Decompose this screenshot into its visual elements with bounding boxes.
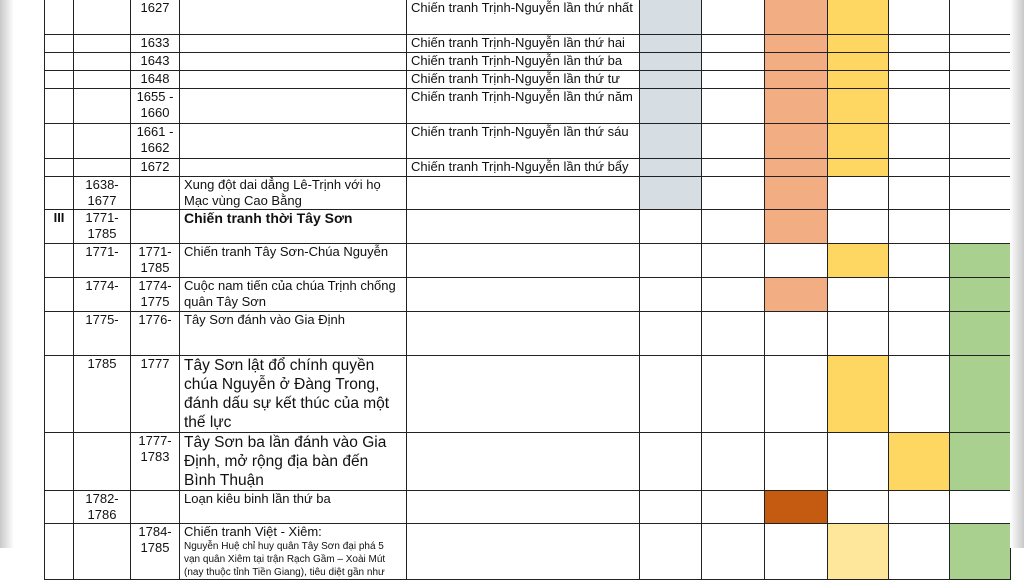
cell-event (180, 356, 407, 433)
cell-text: Chiến tranh thời Tây Sơn (184, 210, 353, 226)
cell-period (74, 524, 131, 580)
cell-event (180, 491, 407, 524)
cell-text: 1777 (140, 356, 170, 371)
cell-text: Chiến tranh Việt - Xiêm: (184, 524, 322, 539)
timeline-cell (828, 433, 889, 491)
cell-sub-event (407, 210, 640, 244)
timeline-cell (889, 524, 950, 580)
cell-year (131, 89, 180, 124)
table-row (45, 244, 1011, 278)
cell-section (45, 244, 74, 278)
cell-year (131, 524, 180, 580)
timeline-cell (702, 177, 765, 210)
cell-year (131, 71, 180, 89)
cell-text: 1633 (140, 35, 170, 50)
cell-text: Chiến tranh Tây Sơn-Chúa Nguyễn (184, 244, 389, 259)
cell-text: 1643 (140, 53, 170, 68)
timeline-cell (950, 89, 1011, 124)
timeline-cell (828, 124, 889, 159)
cell-sub-event (407, 433, 640, 491)
timeline-cell (640, 491, 702, 524)
cell-event (180, 278, 407, 312)
cell-event (180, 53, 407, 71)
cell-period (74, 159, 131, 177)
cell-text: III (53, 210, 65, 225)
cell-year (131, 210, 180, 244)
cell-event (180, 210, 407, 244)
cell-event (180, 89, 407, 124)
cell-text: Chiến tranh Trịnh-Nguyễn lần thứ tư (411, 71, 620, 86)
timeline-cell (640, 244, 702, 278)
timeline-cell (950, 53, 1011, 71)
timeline-cell (950, 210, 1011, 244)
cell-event (180, 35, 407, 53)
timeline-cell (640, 356, 702, 433)
cell-sub-event (407, 244, 640, 278)
cell-period (74, 491, 131, 524)
cell-year (131, 0, 180, 35)
table-row (45, 433, 1011, 491)
cell-year (131, 35, 180, 53)
timeline-cell (702, 53, 765, 71)
cell-text: Tây Sơn lật đổ chính quyền chúa Nguyễn ở Đàng Trong, đánh dấu sự kết thúc của một thế lực (184, 357, 390, 431)
cell-section (45, 524, 74, 580)
cell-text: 1775- (85, 312, 119, 327)
cell-text: 1774- (85, 278, 119, 293)
cell-section (45, 433, 74, 491)
cell-text: 1784-1785 (138, 524, 172, 555)
cell-period (74, 278, 131, 312)
cell-sub-event (407, 71, 640, 89)
cell-event (180, 524, 407, 580)
page-shadow-right (1010, 0, 1024, 548)
timeline-cell (828, 312, 889, 356)
timeline-cell (889, 278, 950, 312)
cell-sub-event (407, 278, 640, 312)
timeline-cell (765, 124, 828, 159)
timeline-cell (950, 312, 1011, 356)
cell-period (74, 356, 131, 433)
timeline-cell (702, 433, 765, 491)
timeline-cell (765, 524, 828, 580)
cell-event (180, 312, 407, 356)
timeline-cell (828, 89, 889, 124)
cell-text: 1777-1783 (138, 433, 172, 464)
cell-period (74, 124, 131, 159)
timeline-cell (828, 278, 889, 312)
cell-detail-text: Nguyễn Huệ chỉ huy quân Tây Sơn đại phá 5 vạn quân Xiêm tại trận Rạch Gầm – Xoài Mút (nay thuộc tỉnh Tiền Giang), tiêu diệt gần như (184, 541, 386, 578)
timeline-cell (640, 433, 702, 491)
timeline-cell (765, 491, 828, 524)
timeline-cell (640, 89, 702, 124)
timeline-cell (889, 177, 950, 210)
cell-section (45, 278, 74, 312)
timeline-cell (702, 210, 765, 244)
cell-event (180, 0, 407, 35)
timeline-cell (702, 524, 765, 580)
cell-sub-event (407, 356, 640, 433)
cell-period (74, 433, 131, 491)
timeline-cell (889, 89, 950, 124)
timeline-cell (950, 433, 1011, 491)
timeline-cell (765, 71, 828, 89)
cell-text: Chiến tranh Trịnh-Nguyễn lần thứ bẩy (411, 159, 629, 174)
cell-section (45, 124, 74, 159)
cell-section (45, 35, 74, 53)
timeline-cell (889, 210, 950, 244)
table-row (45, 278, 1011, 312)
timeline-cell (702, 278, 765, 312)
cell-year (131, 433, 180, 491)
timeline-cell (765, 244, 828, 278)
cell-section (45, 312, 74, 356)
cell-year (131, 177, 180, 210)
timeline-cell (640, 177, 702, 210)
cell-section (45, 210, 74, 244)
cell-text: Chiến tranh Trịnh-Nguyễn lần thứ hai (411, 35, 625, 50)
timeline-cell (889, 0, 950, 35)
timeline-cell (640, 524, 702, 580)
cell-event (180, 71, 407, 89)
timeline-cell (950, 278, 1011, 312)
timeline-cell (640, 210, 702, 244)
cell-text: Loạn kiêu binh lần thứ ba (184, 491, 331, 506)
cell-sub-event (407, 124, 640, 159)
cell-text: Chiến tranh Trịnh-Nguyễn lần thứ nhất (411, 0, 633, 15)
timeline-cell (828, 53, 889, 71)
cell-section (45, 71, 74, 89)
timeline-cell (702, 159, 765, 177)
timeline-cell (950, 356, 1011, 433)
cell-text: Chiến tranh Trịnh-Nguyễn lần thứ sáu (411, 124, 629, 139)
timeline-cell (640, 278, 702, 312)
cell-text: 1771- (85, 244, 119, 259)
table-row (45, 35, 1011, 53)
timeline-cell (765, 35, 828, 53)
timeline-cell (828, 244, 889, 278)
timeline-cell (765, 159, 828, 177)
table-row (45, 159, 1011, 177)
cell-sub-event (407, 0, 640, 35)
cell-text: Tây Sơn ba lần đánh vào Gia Định, mở rộng địa bàn đến Bình Thuận (184, 434, 387, 489)
timeline-cell (828, 35, 889, 53)
timeline-cell (950, 71, 1011, 89)
timeline-cell (640, 35, 702, 53)
timeline-cell (640, 71, 702, 89)
timeline-cell (702, 491, 765, 524)
table-row (45, 71, 1011, 89)
cell-section (45, 356, 74, 433)
timeline-cell (889, 356, 950, 433)
cell-section (45, 491, 74, 524)
cell-section (45, 89, 74, 124)
cell-year (131, 312, 180, 356)
cell-event (180, 124, 407, 159)
timeline-cell (889, 433, 950, 491)
timeline-cell (889, 312, 950, 356)
cell-sub-event (407, 177, 640, 210)
timeline-cell (828, 356, 889, 433)
timeline-cell (640, 312, 702, 356)
timeline-cell (828, 210, 889, 244)
cell-text: 1627 (140, 0, 170, 15)
cell-period (74, 177, 131, 210)
table-row (45, 0, 1011, 35)
table-row (45, 524, 1011, 580)
timeline-cell (765, 312, 828, 356)
timeline-cell (889, 71, 950, 89)
cell-text: 1672 (140, 159, 170, 174)
table-row (45, 177, 1011, 210)
cell-year (131, 244, 180, 278)
cell-text: Chiến tranh Trịnh-Nguyễn lần thứ năm (411, 89, 633, 104)
timeline-cell (765, 433, 828, 491)
cell-text: 1774-1775 (138, 278, 172, 309)
timeline-cell (765, 210, 828, 244)
cell-text: 1655 - 1660 (136, 89, 174, 120)
cell-text: 1776- (138, 312, 172, 327)
cell-sub-event (407, 524, 640, 580)
timeline-cell (702, 71, 765, 89)
cell-text: 1782-1786 (85, 491, 119, 522)
timeline-cell (640, 0, 702, 35)
timeline-cell (889, 53, 950, 71)
table-row (45, 356, 1011, 433)
timeline-cell (765, 278, 828, 312)
cell-text: 1648 (140, 71, 170, 86)
timeline-cell (828, 177, 889, 210)
cell-sub-event (407, 159, 640, 177)
timeline-cell (702, 356, 765, 433)
timeline-cell (702, 35, 765, 53)
cell-text: 1771-1785 (138, 244, 172, 275)
cell-text: 1661 - 1662 (136, 124, 174, 155)
cell-text: Tây Sơn đánh vào Gia Định (184, 312, 346, 327)
table-row (45, 210, 1011, 244)
cell-section (45, 0, 74, 35)
timeline-cell (702, 312, 765, 356)
table-row (45, 491, 1011, 524)
cell-sub-event (407, 35, 640, 53)
cell-year (131, 159, 180, 177)
cell-text: Chiến tranh Trịnh-Nguyễn lần thứ ba (411, 53, 623, 68)
cell-period (74, 89, 131, 124)
timeline-cell (889, 35, 950, 53)
cell-year (131, 53, 180, 71)
timeline-cell (950, 244, 1011, 278)
cell-year (131, 356, 180, 433)
timeline-cell (765, 356, 828, 433)
cell-period (74, 312, 131, 356)
cell-event (180, 159, 407, 177)
cell-period (74, 71, 131, 89)
timeline-cell (640, 124, 702, 159)
cell-event (180, 433, 407, 491)
timeline-cell (702, 244, 765, 278)
timeline-cell (702, 0, 765, 35)
timeline-cell (950, 177, 1011, 210)
timeline-cell (702, 124, 765, 159)
timeline-cell (950, 0, 1011, 35)
timeline-cell (950, 124, 1011, 159)
timeline-cell (765, 0, 828, 35)
cell-text: 1771-1785 (85, 210, 119, 241)
timeline-cell (702, 89, 765, 124)
timeline-cell (889, 244, 950, 278)
timeline-cell (889, 159, 950, 177)
cell-section (45, 177, 74, 210)
cell-sub-event (407, 89, 640, 124)
cell-text: Xung đột dai dẳng Lê-Trịnh với họ Mạc vùng Cao Bằng (184, 177, 381, 208)
cell-section (45, 53, 74, 71)
timeline-cell (765, 89, 828, 124)
cell-section (45, 159, 74, 177)
table-row (45, 53, 1011, 71)
timeline-cell (640, 53, 702, 71)
page-shadow-left (0, 0, 14, 548)
timeline-cell (828, 524, 889, 580)
table-row (45, 312, 1011, 356)
cell-period (74, 244, 131, 278)
cell-event (180, 244, 407, 278)
timeline-cell (950, 35, 1011, 53)
timeline-cell (765, 53, 828, 71)
cell-year (131, 124, 180, 159)
cell-period (74, 210, 131, 244)
cell-period (74, 53, 131, 71)
history-table (44, 0, 1011, 580)
table-row (45, 124, 1011, 159)
timeline-cell (828, 71, 889, 89)
cell-text: Cuộc nam tiến của chúa Trịnh chống quân Tây Sơn (184, 278, 396, 309)
timeline-cell (950, 491, 1011, 524)
timeline-cell (828, 0, 889, 35)
table-row (45, 89, 1011, 124)
timeline-cell (765, 177, 828, 210)
timeline-cell (889, 491, 950, 524)
cell-sub-event (407, 53, 640, 71)
cell-sub-event (407, 312, 640, 356)
timeline-cell (828, 159, 889, 177)
timeline-cell (828, 491, 889, 524)
cell-year (131, 278, 180, 312)
timeline-cell (889, 124, 950, 159)
cell-period (74, 0, 131, 35)
cell-period (74, 35, 131, 53)
timeline-cell (640, 159, 702, 177)
cell-year (131, 491, 180, 524)
cell-text: 1785 (87, 356, 117, 371)
cell-text: 1638-1677 (85, 177, 119, 208)
cell-event (180, 177, 407, 210)
cell-sub-event (407, 491, 640, 524)
timeline-cell (950, 524, 1011, 580)
timeline-cell (950, 159, 1011, 177)
